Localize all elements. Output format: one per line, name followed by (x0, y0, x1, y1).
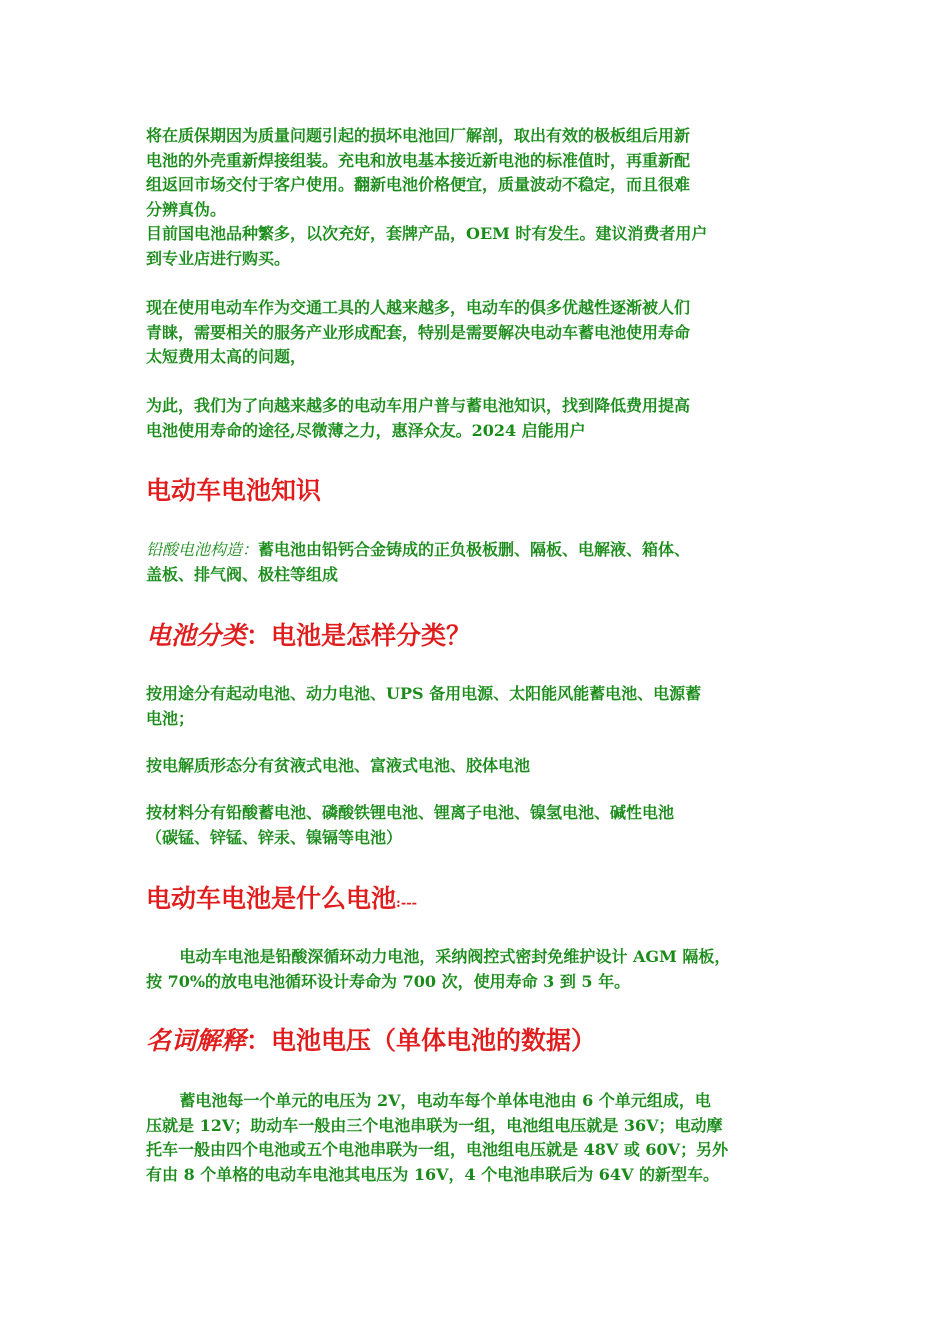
text-line: 青睐，需要相关的服务产业形成配套，特别是需要解决电动车蓄电池使用寿命 (146, 322, 691, 342)
text-line: 压就是 12V；助动车一般由三个电池串联为一组，电池组电压就是 36V；电动摩 (146, 1115, 723, 1135)
text-line: 到专业店进行购买。 (146, 248, 291, 268)
text-line: 为此，我们为了向越来越多的电动车用户普与蓄电池知识，找到降低费用提高 (146, 396, 691, 415)
text-line: （碳锰、锌锰、锌汞、镍镉等电池） (146, 827, 403, 847)
battery-voltage-heading (146, 1024, 596, 1058)
text-line: 目前国电池品种繁多，以次充好，套牌产品，OEM 时有发生。建议消费者用户 (146, 224, 708, 243)
classification-by-material (146, 801, 816, 850)
text-line: 组返回市场交付于客户使用。翻新电池价格便宜，质量波动不稳定，而且很难 (146, 175, 691, 194)
ebike-battery-type-paragraph (146, 945, 816, 994)
text-line: 太短费用太高的问题， (146, 347, 307, 366)
purpose-paragraph (146, 394, 816, 443)
classification-by-use (146, 682, 816, 731)
text-line: 将在质保期因为质量问题引起的损坏电池回厂解剖，取出有效的极板组后用新 (146, 126, 691, 145)
text-line: 按材料分有铅酸蓄电池、磷酸铁锂电池、锂离子电池、镍氢电池、碱性电池 (146, 803, 675, 822)
text-line: 按电解质形态分有贫液式电池、富液式电池、胶体电池 (146, 756, 531, 775)
structure-text: 蓄电池由铅钙合金铸成的正负极板删、隔板、电解液、箱体、 (258, 540, 691, 559)
heading-italic-part: 名词解释 (146, 1026, 247, 1055)
text-line: 现在使用电动车作为交通工具的人越来越多，电动车的俱多优越性逐渐被人们 (146, 298, 691, 317)
text-line: 电池使用寿命的途径,尽微薄之力，惠泽众友。2024 启能用户 (146, 420, 586, 440)
text-line: 电池； (146, 708, 195, 728)
text-line: 盖板、排气阀、极柱等组成 (146, 564, 339, 584)
text-line: 蓄电池每一个单元的电压为 2V，电动车每个单体电池由 6 个单元组成，电 (146, 1091, 711, 1110)
structure-label: 铅酸电池构造： (146, 540, 259, 559)
ebike-battery-type-heading (146, 882, 417, 921)
heading-rest-part: ：电池电压（单体电池的数据） (246, 1026, 597, 1055)
lead-acid-structure-paragraph (146, 538, 816, 587)
classification-by-electrolyte (146, 754, 816, 779)
text-line: 托车一般由四个电池或五个电池串联为一组，电池组电压就是 48V 或 60V；另外 (146, 1140, 729, 1159)
heading-main-part: 电动车电池是什么电池 (146, 884, 397, 913)
heading-suffix: :--- (396, 896, 418, 911)
heading-italic-part: 电池分类 (146, 621, 247, 650)
heading-rest-part: ：电池是怎样分类？ (246, 621, 472, 650)
text-line: 有由 8 个单格的电动车电池其电压为 16V，4 个电池串联后为 64V 的新型车。 (146, 1164, 720, 1184)
text-line: 按 70%的放电电池循环设计寿命为 700 次，使用寿命 3 到 5 年。 (146, 971, 631, 991)
ebike-usage-paragraph (146, 296, 816, 370)
refurbished-battery-paragraph (146, 124, 816, 271)
battery-voltage-paragraph (146, 1089, 816, 1187)
text-line (146, 538, 816, 563)
text-line: 分辨真伪。 (146, 199, 227, 219)
text-line: 电池的外壳重新焊接组装。充电和放电基本接近新电池的标准值时，再重新配 (146, 150, 691, 170)
text-line: 电动车电池是铅酸深循环动力电池，采纳阀控式密封免维护设计 AGM 隔板， (146, 947, 731, 966)
text-line: 按用途分有起动电池、动力电池、UPS 备用电源、太阳能风能蓄电池、电源蓄 (146, 684, 702, 703)
battery-classification-heading (146, 619, 471, 653)
battery-knowledge-heading: 电动车电池知识 (146, 476, 322, 505)
